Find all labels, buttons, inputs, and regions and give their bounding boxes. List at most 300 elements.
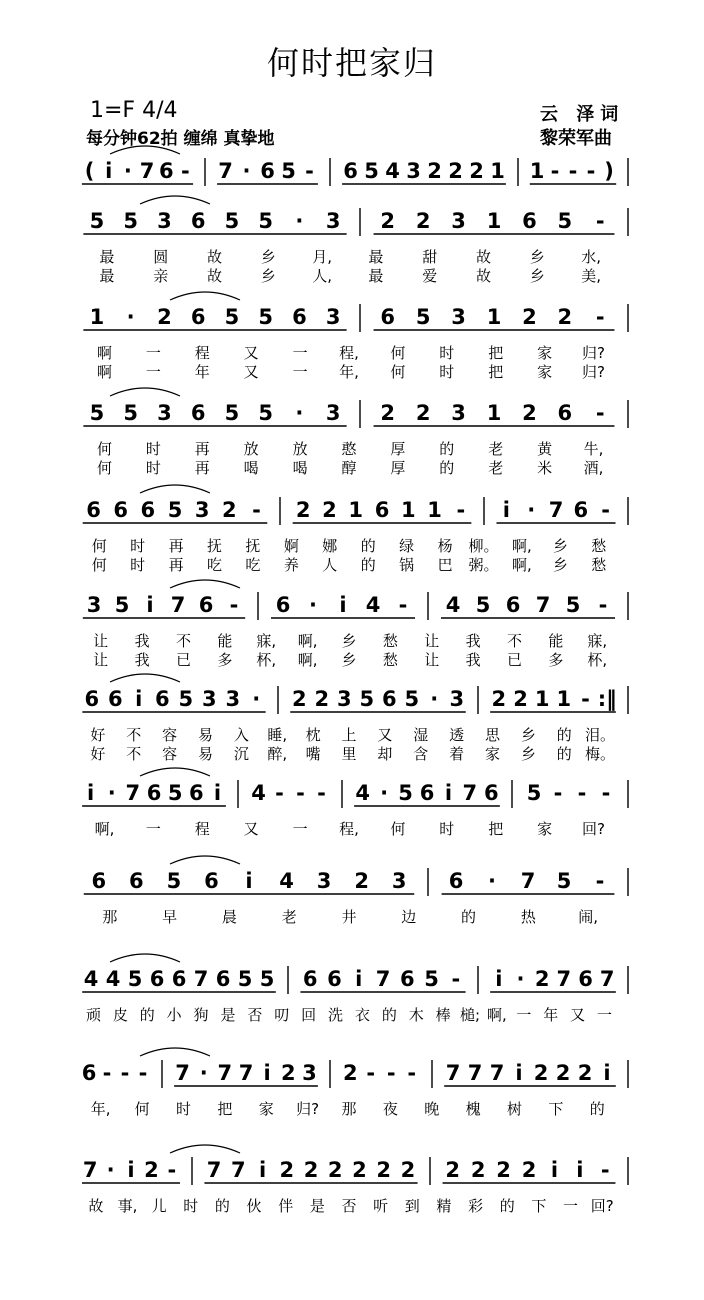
score-note: ·: [516, 967, 525, 991]
score-note: -: [181, 159, 190, 183]
score-note: 3: [451, 401, 466, 425]
lyric-syllable: 家: [484, 745, 500, 763]
score-note: ·: [380, 781, 389, 805]
score-note: 2: [279, 1158, 295, 1182]
lyric-syllable: 巴: [437, 556, 453, 574]
score-note: 5: [258, 209, 273, 233]
lyric-syllable: 把: [217, 1100, 233, 1118]
lyric-syllable: 啊,: [297, 651, 318, 669]
score-note: -: [581, 687, 590, 711]
key-signature: 1=F 4/4: [90, 98, 178, 123]
lyric-syllable: 杯,: [587, 651, 608, 669]
lyric-syllable: 洗: [328, 1006, 344, 1024]
lyric-syllable: 绿: [399, 537, 415, 555]
lyric-syllable: 寐,: [587, 632, 608, 650]
score-note: 6: [505, 593, 521, 617]
score-note: -: [296, 781, 305, 805]
lyric-syllable: 闹,: [578, 908, 599, 926]
lyric-syllable: 一: [516, 1006, 532, 1024]
lyric-syllable: 杯,: [256, 651, 277, 669]
score-note: 4: [355, 781, 371, 805]
lyric-syllable: 杨: [437, 537, 453, 555]
score-note: 7: [175, 1061, 190, 1085]
score-note: 1: [534, 687, 550, 711]
score-note: -: [595, 401, 605, 425]
score-note: 3: [451, 305, 466, 329]
score-note: 7: [125, 781, 141, 805]
lyric-syllable: 乡: [341, 632, 357, 650]
lyric-syllable: 婀: [283, 537, 299, 555]
score-note: -: [595, 869, 605, 893]
lyric-syllable: 槐: [465, 1100, 481, 1118]
score-note: 2: [427, 159, 442, 183]
score-note: 7: [193, 967, 209, 991]
lyric-syllable: 愁: [591, 537, 607, 555]
lyric-syllable: 好: [90, 726, 106, 744]
score-note: 5: [415, 305, 431, 329]
lyric-syllable: 人: [322, 556, 338, 574]
lyric-syllable: 何: [134, 1100, 150, 1118]
lyric-syllable: 含: [413, 745, 429, 763]
score-note: 1: [556, 687, 572, 711]
lyric-syllable: 家: [537, 820, 553, 838]
score-note: ·: [309, 593, 317, 617]
lyric-syllable: 的: [499, 1197, 515, 1215]
score-note: :‖: [597, 687, 617, 711]
score-note: -: [586, 159, 596, 183]
score-note: 5: [224, 401, 240, 425]
lyric-syllable: 月,: [312, 248, 332, 266]
lyric-syllable: 最: [99, 267, 115, 285]
lyric-syllable: 柳。: [468, 537, 499, 555]
score-note: 6: [522, 209, 537, 233]
score-note: 3: [194, 498, 210, 522]
score-note: 2: [522, 305, 537, 329]
score-note: 7: [556, 967, 572, 991]
lyric-syllable: 乡: [260, 248, 276, 266]
lyric-syllable: 归?: [296, 1100, 320, 1118]
lyric-syllable: 入: [233, 726, 249, 744]
lyric-syllable: 下: [548, 1100, 564, 1118]
score-note: -: [317, 781, 326, 805]
score-note: 5: [224, 305, 240, 329]
lyric-syllable: 何: [91, 556, 107, 574]
score-note: 2: [327, 1158, 343, 1182]
lyric-syllable: 家: [537, 363, 553, 381]
score-note: 5: [89, 401, 105, 425]
lyric-syllable: 甜: [422, 248, 438, 266]
lyric-syllable: 容: [162, 726, 178, 744]
score-note: i: [550, 1158, 559, 1182]
score-note: 2: [280, 1061, 296, 1085]
score-note: ·: [106, 1158, 115, 1182]
score-note: 3: [302, 1061, 317, 1085]
score-note: 6: [171, 967, 187, 991]
lyric-syllable: 一: [145, 363, 161, 381]
lyric-syllable: 醉,: [267, 745, 288, 763]
lyric-syllable: 已: [175, 651, 191, 669]
lyric-syllable: 一: [597, 1006, 613, 1024]
lyric-syllable: 粥。: [468, 556, 499, 574]
score-note: 2: [295, 498, 311, 522]
score-note: 7: [489, 1061, 505, 1085]
lyric-syllable: 时: [145, 459, 161, 477]
score-note: 2: [157, 305, 172, 329]
lyric-syllable: 憨: [341, 440, 357, 458]
score-note: i: [86, 781, 95, 805]
lyric-syllable: 皮: [112, 1006, 128, 1024]
score-note: 6: [448, 869, 464, 893]
score-note: 5: [565, 593, 581, 617]
lyric-syllable: 水,: [581, 248, 601, 266]
lyric-syllable: 牛,: [583, 440, 604, 458]
lyric-syllable: 程,: [339, 344, 359, 362]
tempo-expression: 每分钟62拍 缠绵 真挚地: [86, 129, 275, 149]
lyric-syllable: 下: [531, 1197, 547, 1215]
lyric-syllable: 故: [206, 248, 223, 266]
score-note: i: [146, 593, 154, 617]
score-note: 2: [521, 1158, 537, 1182]
score-note: 2: [314, 687, 330, 711]
lyric-syllable: 啊: [96, 363, 112, 381]
lyric-syllable: 乡: [520, 745, 536, 763]
lyric-syllable: 不: [507, 632, 523, 650]
score-note: 6: [573, 498, 589, 522]
score-note: 3: [86, 593, 102, 617]
score-note: 5: [127, 967, 143, 991]
score-note: i: [515, 1061, 523, 1085]
score-note: 2: [352, 1158, 367, 1182]
score-note: 6: [91, 869, 107, 893]
lyric-syllable: 让: [93, 651, 109, 669]
lyric-syllable: 的: [589, 1100, 605, 1118]
score-note: -: [275, 781, 284, 805]
lyric-syllable: 思: [484, 726, 500, 744]
lyric-syllable: 再: [168, 556, 184, 574]
score-note: 5: [556, 869, 572, 893]
score-note: ·: [527, 498, 536, 522]
score-note: 6: [190, 209, 206, 233]
lyric-syllable: 否: [341, 1197, 357, 1215]
lyric-syllable: 乡: [529, 248, 545, 266]
lyric-syllable: 着: [449, 745, 465, 763]
score-note: -: [398, 593, 408, 617]
lyric-syllable: 黄: [537, 440, 553, 458]
lyric-syllable: 老: [281, 908, 297, 926]
score-note: 6: [204, 869, 219, 893]
lyric-syllable: 醇: [341, 459, 357, 477]
score-note: 6: [107, 687, 123, 711]
score-note: 2: [577, 1061, 593, 1085]
lyric-syllable: 乡: [552, 537, 568, 555]
lyric-syllable: 那: [341, 1100, 357, 1118]
lyric-syllable: 的: [360, 537, 376, 555]
score-note: 5: [364, 159, 379, 183]
score-note: 3: [316, 869, 332, 893]
score-note: 3: [157, 401, 172, 425]
lyric-syllable: 时: [145, 440, 161, 458]
score-note: i: [135, 687, 143, 711]
lyric-syllable: 我: [134, 651, 150, 669]
lyric-syllable: 叨: [274, 1006, 290, 1024]
lyric-syllable: 不: [175, 632, 191, 650]
lyric-syllable: 槌;: [460, 1006, 481, 1024]
lyric-syllable: 年,: [90, 1100, 111, 1118]
lyric-syllable: 的: [381, 1006, 397, 1024]
score-note: 3: [157, 209, 172, 233]
lyric-syllable: 乡: [529, 267, 545, 285]
score-note: 5: [178, 687, 194, 711]
lyric-syllable: 年: [194, 363, 210, 381]
lyric-syllable: 抚: [206, 537, 223, 555]
lyric-syllable: 的: [461, 908, 477, 926]
score-note: 6: [113, 498, 129, 522]
lyric-syllable: 不: [126, 726, 142, 744]
lyric-syllable: 让: [93, 632, 109, 650]
score-note: 7: [445, 1061, 461, 1085]
score-note: -: [102, 1061, 112, 1085]
score-note: 5: [398, 781, 413, 805]
score-note: 7: [462, 781, 478, 805]
score-note: 6: [149, 967, 165, 991]
lyric-syllable: 能: [548, 632, 564, 650]
score-note: 6: [81, 1061, 97, 1085]
score-note: i: [444, 781, 453, 805]
score-note: 5: [557, 209, 573, 233]
lyric-syllable: 归?: [582, 363, 606, 381]
lyric-syllable: 伙: [246, 1197, 262, 1215]
lyric-syllable: 最: [368, 267, 384, 285]
lyric-syllable: 何: [390, 820, 406, 838]
song-title: 何时把家归: [266, 44, 437, 82]
lyric-syllable: 透: [449, 726, 465, 744]
lyric-syllable: 何: [390, 363, 406, 381]
lyric-syllable: 的: [360, 556, 376, 574]
score-note: 2: [303, 1158, 319, 1182]
score-note: (: [84, 159, 95, 183]
lyric-syllable: 乡: [552, 556, 568, 574]
score-note: i: [245, 869, 253, 893]
lyric-syllable: 何: [96, 440, 112, 458]
score-note: i: [263, 1061, 271, 1085]
score-note: 3: [225, 687, 241, 711]
lyric-syllable: 梅。: [585, 745, 616, 763]
lyric-syllable: 早: [162, 908, 178, 926]
score-note: 3: [449, 687, 465, 711]
score-note: 7: [231, 1158, 246, 1182]
slur: [170, 580, 240, 588]
score-note: 6: [578, 967, 593, 991]
score-note: 6: [374, 498, 390, 522]
lyric-syllable: 啊,: [297, 632, 318, 650]
score-note: 5: [167, 498, 183, 522]
score-note: 6: [381, 687, 397, 711]
score-note: 3: [325, 209, 341, 233]
score-note: 6: [302, 967, 318, 991]
score-note: 6: [84, 687, 100, 711]
lyric-syllable: 亲: [153, 267, 169, 285]
score-note: 1: [89, 305, 105, 329]
score-note: -: [595, 305, 605, 329]
lyric-syllable: 让: [424, 632, 440, 650]
lyric-syllable: 愁: [382, 632, 398, 650]
lyric-syllable: 吃: [206, 556, 223, 574]
lyric-syllable: 故: [475, 267, 492, 285]
slur: [140, 1048, 210, 1056]
score-note: 5: [475, 593, 491, 617]
slur: [110, 146, 180, 154]
score-note: -: [553, 781, 563, 805]
score-note: ·: [242, 159, 251, 183]
score-note: 4: [105, 967, 121, 991]
lyric-syllable: 湿: [413, 726, 429, 744]
lyric-syllable: 泪。: [585, 726, 616, 744]
score-note: 5: [404, 687, 420, 711]
score-note: 5: [224, 209, 240, 233]
score-note: 2: [445, 1158, 461, 1182]
score-note: 7: [238, 1061, 254, 1085]
score-note: 2: [354, 869, 369, 893]
lyric-syllable: 时: [439, 363, 455, 381]
lyric-syllable: 啊,: [487, 1006, 507, 1024]
score-note: 6: [86, 498, 101, 522]
score-note: ·: [430, 687, 439, 711]
lyric-syllable: 容: [162, 745, 178, 763]
lyric-syllable: 棒: [435, 1006, 451, 1024]
slur: [170, 1145, 240, 1153]
lyric-syllable: 养: [283, 556, 299, 574]
score-note: 1: [427, 498, 442, 522]
score-note: 7: [206, 1158, 222, 1182]
lyric-syllable: 易: [198, 726, 214, 744]
lyric-syllable: 啊,: [512, 537, 532, 555]
lyric-syllable: 再: [194, 459, 210, 477]
lyric-syllable: 夜: [382, 1100, 398, 1118]
lyric-syllable: 回?: [582, 820, 606, 838]
lyric-syllable: 多: [548, 651, 564, 669]
score-note: -: [600, 1158, 610, 1182]
score-note: 2: [496, 1158, 511, 1182]
score-note: 2: [491, 687, 507, 711]
score-note: i: [105, 159, 113, 183]
score-note: 6: [419, 781, 435, 805]
score-note: 2: [555, 1061, 571, 1085]
score-note: 2: [448, 159, 463, 183]
lyric-syllable: 再: [168, 537, 184, 555]
lyric-syllable: 多: [217, 651, 233, 669]
score-note: -: [120, 1061, 130, 1085]
lyric-syllable: 喝: [292, 459, 308, 477]
lyric-syllable: 年: [543, 1006, 559, 1024]
lyric-syllable: 我: [134, 632, 150, 650]
lyric-syllable: 回: [301, 1006, 317, 1024]
score-note: 1: [348, 498, 364, 522]
score-note: 5: [359, 687, 375, 711]
score-note: 5: [167, 781, 183, 805]
lyric-syllable: 的: [556, 745, 572, 763]
score-note: -: [252, 498, 261, 522]
lyric-syllable: 最: [368, 248, 384, 266]
lyric-syllable: 故: [206, 267, 223, 285]
score-note: 6: [146, 781, 162, 805]
score-note: 1: [486, 209, 502, 233]
score-note: 4: [385, 159, 400, 183]
lyric-syllable: 家: [537, 344, 553, 362]
score-note: 5: [526, 781, 542, 805]
score-note: 6: [483, 781, 499, 805]
lyric-syllable: 的: [439, 440, 455, 458]
lyric-syllable: 年,: [339, 363, 359, 381]
lyric-syllable: 一: [563, 1197, 579, 1215]
lyric-syllable: 程: [194, 344, 210, 362]
score-note: 6: [557, 401, 573, 425]
lyric-syllable: 是: [309, 1197, 325, 1215]
score-note: -: [577, 781, 587, 805]
score-note: 1: [486, 305, 502, 329]
score-note: 2: [342, 1061, 358, 1085]
score-note: ·: [123, 159, 132, 183]
lyric-syllable: 衣: [354, 1006, 370, 1024]
score-note: 6: [215, 967, 231, 991]
score-note: -: [456, 498, 466, 522]
lyric-syllable: 又: [243, 344, 259, 362]
lyric-syllable: 嘴: [305, 745, 321, 763]
lyric-syllable: 圆: [153, 248, 169, 266]
score-note: 3: [336, 687, 352, 711]
score-note: 2: [534, 967, 550, 991]
score-note: -: [407, 1061, 417, 1085]
lyric-syllable: 那: [102, 908, 118, 926]
score-note: 6: [327, 967, 342, 991]
lyric-syllable: 回?: [590, 1197, 614, 1215]
score-note: ·: [199, 1061, 208, 1085]
lyric-syllable: 的: [556, 726, 572, 744]
score-note: i: [576, 1158, 584, 1182]
lyric-syllable: 归?: [582, 344, 606, 362]
score-note: 5: [424, 967, 439, 991]
lyric-syllable: 把: [488, 344, 504, 362]
score-note: 5: [89, 209, 105, 233]
score-note: -: [386, 1061, 396, 1085]
lyric-syllable: 一: [292, 820, 308, 838]
score-note: 2: [380, 401, 396, 425]
score-note: 5: [258, 305, 273, 329]
score-note: 4: [83, 967, 99, 991]
lyric-syllable: 能: [217, 632, 233, 650]
score-note: 2: [322, 498, 337, 522]
slur: [110, 674, 180, 682]
score-note: 2: [533, 1061, 549, 1085]
score-note: -: [568, 159, 578, 183]
score-note: -: [595, 209, 605, 233]
score-note: 2: [557, 305, 573, 329]
lyric-syllable: 我: [465, 651, 481, 669]
lyric-syllable: 事,: [117, 1197, 138, 1215]
score-note: 6: [292, 305, 307, 329]
lyric-syllable: 井: [341, 908, 357, 926]
lyric-syllable: 晚: [424, 1100, 440, 1118]
score-note: ·: [126, 305, 135, 329]
score-note: i: [495, 967, 503, 991]
score-note: 5: [237, 967, 253, 991]
lyric-syllable: 时: [175, 1100, 191, 1118]
score-note: -: [366, 1061, 376, 1085]
lyric-syllable: 里: [341, 745, 357, 763]
score-note: 3: [391, 869, 407, 893]
lyric-syllable: 易: [198, 745, 214, 763]
lyric-syllable: 好: [90, 745, 106, 763]
lyric-syllable: 把: [488, 820, 504, 838]
